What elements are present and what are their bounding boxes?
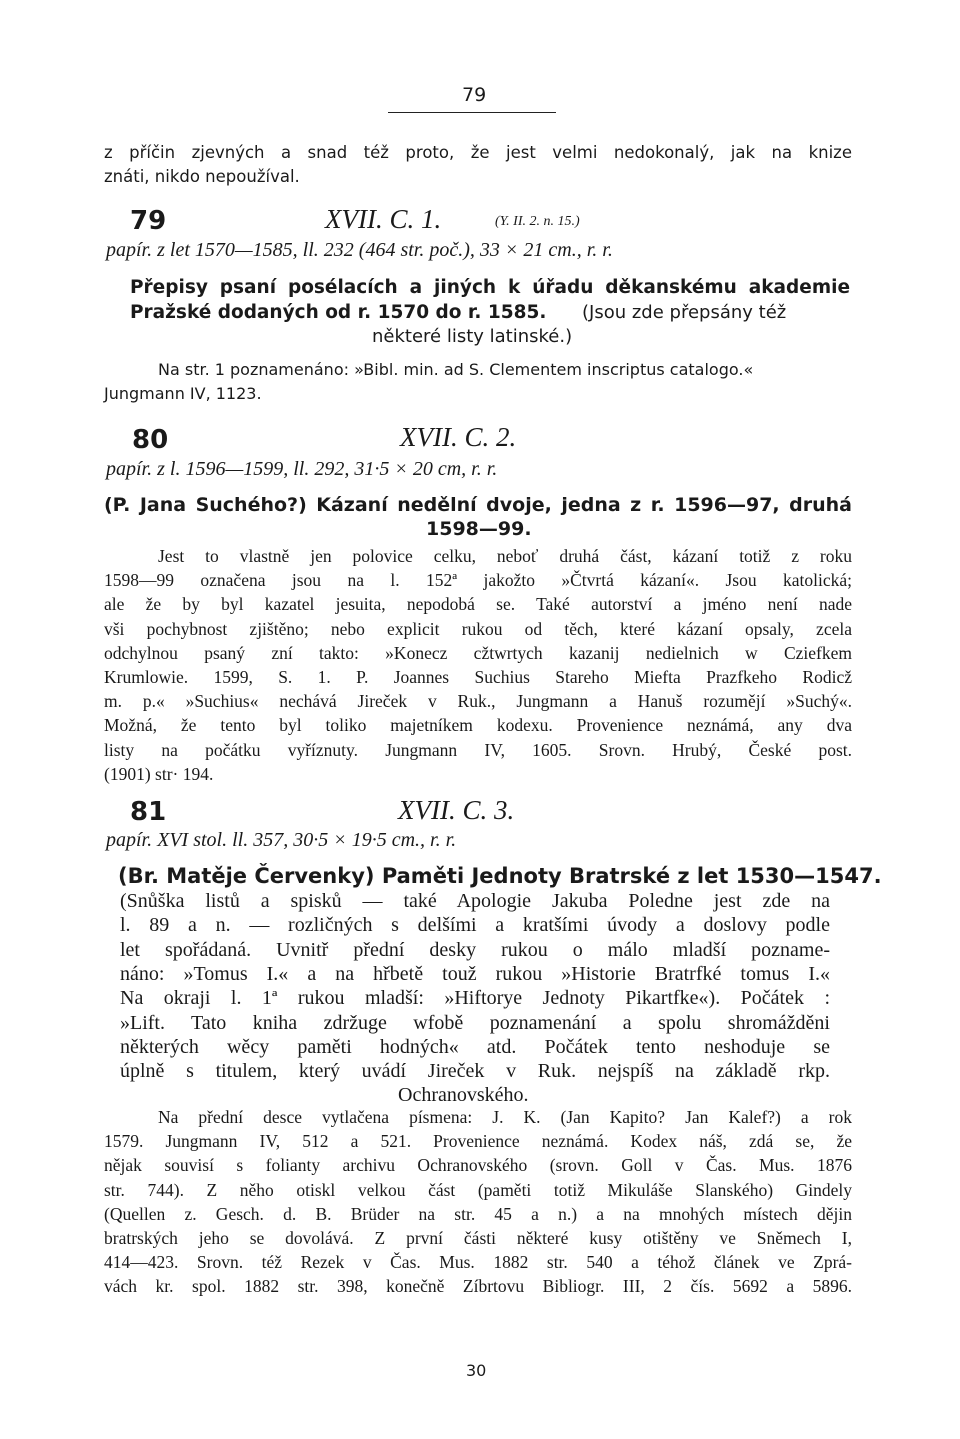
- entry-title-body-line: let spořádaná. Uvnitř přední desky rukou o málo mladší poznamе-: [120, 938, 830, 961]
- entry-signature: XVII. C. 2.: [400, 422, 517, 452]
- entry-note-line: (Quellen z. Gesch. d. B. Brüder na str. 45 a n.) a na mnohých místech dějin: [104, 1203, 852, 1224]
- entry-note-line: Jest to vlastně jen polovice celku, neboť druhá část, kázaní totiž z roku: [158, 546, 852, 566]
- entry-title-body-line: Ochranovského.: [398, 1084, 529, 1107]
- entry-note-line: 414—423. Srovn. též Rezek v Čas. Mus. 1882 str. 540 a téhož článek ve Zprá-: [104, 1252, 852, 1273]
- entry-note-line: odchylnou psaný zní takto: »Konecz cžtwrtych kazanij nedielnich w Cziefkem: [104, 642, 852, 663]
- entry-note-line: 1579. Jungmann IV, 512 a 521. Provenience neznámá. Kodex náš, zdá se, že: [104, 1131, 852, 1152]
- footer-number: 30: [466, 1361, 487, 1380]
- entry-title-body-line: úplně s titulem, který uvádí Jireček v Ruk. nejspíš na základě rkp.: [120, 1060, 830, 1083]
- entry-title-line: (P. Jana Suchého?) Kázaní nedělní dvoje, jedna z r. 1596—97, druhá: [104, 494, 852, 516]
- entry-note: Jungmann IV, 1123.: [104, 384, 262, 403]
- entry-title-body-line: náno: »Tomus I.« a na hřbetě touž rukou »Historie Bratrfké tomus I.«: [120, 962, 830, 985]
- entry-title-line: 1598—99.: [426, 518, 532, 540]
- entry-number: 81: [130, 797, 167, 827]
- entry-note-line: Na přední desce vytlačena písmena: J. K. (Jan Kapito? Jan Kalef?) a rok: [158, 1107, 852, 1127]
- entry-title-note: některé listy latinské.): [372, 326, 573, 347]
- header-rule: [388, 112, 556, 113]
- entry-title-note: (Jsou zde přepsány též: [582, 302, 787, 323]
- entry-title-body-line: Na okraji l. 1ª rukou mladší: »Hiftorye Jednoty Pikartfke«). Počátek :: [120, 987, 830, 1010]
- entry-signature: XVII. C. 1.: [325, 204, 442, 234]
- entry-note: Na str. 1 poznamenáno: »Bibl. min. ad S. Clementem inscriptus catalogo.«: [158, 360, 754, 379]
- entry-note-line: (1901) str· 194.: [104, 763, 214, 784]
- entry-title-line: Pražské dodaných od r. 1570 do r. 1585.: [130, 302, 547, 323]
- entry-signature: XVII. C. 3.: [398, 795, 515, 825]
- entry-note-line: vši pochybnost zjištěno; nebo explicit rukou od těch, které kázaní opsaly, zcela: [104, 618, 852, 639]
- entry-note-line: Možná, že tento byl toliko majetníkem kodexu. Provenience neznámá, any dva: [104, 715, 852, 736]
- entry-note-line: m. p.« »Suchius« nechává Jireček v Ruk., Jungmann a Hanuš rozumějí »Suchý«.: [104, 691, 852, 712]
- entry-number: 79: [130, 206, 167, 236]
- entry-title-line: (Br. Matěje Červenky) Paměti Jednoty Bratrské z let 1530—1547.: [118, 864, 882, 888]
- entry-number: 80: [132, 425, 169, 455]
- entry-note-line: 1598—99 označena jsou na l. 152ª jakožto »Čtvrtá kázaní«. Jsou katolická;: [104, 570, 852, 591]
- entry-title-body-line: (Snůška listů a spisků — také Apologie Jakuba Poledne jest zde na: [120, 890, 830, 912]
- entry-title-body-line: l. 89 a n. — rozličných s delšími a kratšími úvody a doslovy podle: [120, 914, 830, 937]
- intro-line: z příčin zjevných a snad též proto, že jest velmi nedokonalý, jak na knize: [104, 143, 852, 162]
- page-number: 79: [462, 84, 487, 106]
- entry-note-line: ale že by byl kazatel jesuita, nepodobá se. Také autorství a jméno není nade: [104, 594, 852, 615]
- intro-line: znáti, nikdo nepoužíval.: [104, 167, 300, 186]
- entry-material: papír. XVI stol. ll. 357, 30·5 × 19·5 cm., r. r.: [106, 829, 457, 851]
- entry-note-line: Krumlowie. 1599, S. 1. P. Joannes Suchius Stareho Miefta Prazfkeho Rodicž: [104, 667, 852, 687]
- entry-title-line: Přepisy psaní posélacích a jiných k úřadu děkanskému akademie: [130, 277, 850, 298]
- old-signature: (Y. II. 2. n. 15.): [495, 214, 580, 229]
- entry-note-line: vách kr. spol. 1882 str. 398, konečně Zíbrtovu Bibliogr. III, 2 čís. 5692 a 5896.: [104, 1276, 852, 1297]
- entry-material: papír. z l. 1596—1599, ll. 292, 31·5 × 20 cm, r. r.: [106, 458, 498, 480]
- entry-note-line: listy na počátku vyříznuty. Jungmann IV, 1605. Srovn. Hrubý, České post.: [104, 739, 852, 760]
- entry-title-body-line: »Lift. Tato kniha zdržuge wfobě poznamenání a spolu shromážděni: [120, 1011, 830, 1034]
- entry-note-line: nějak souvisí s folianty archivu Ochranovského (srovn. Goll v Čas. Mus. 1876: [104, 1155, 852, 1176]
- entry-title-body-line: některých wěcy paměti hodných« atd. Počátek tento neshoduje se: [120, 1035, 830, 1058]
- entry-note-line: bratrských jeho se dovolává. Z první části některé kusy otištěny ve Sněmech I,: [104, 1228, 852, 1248]
- entry-note-line: str. 744). Z něho otiskl velkou část (paměti totiž Mikuláše Slanského) Gindely: [104, 1179, 852, 1200]
- entry-material: papír. z let 1570—1585, ll. 232 (464 str. poč.), 33 × 21 cm., r. r.: [106, 239, 613, 261]
